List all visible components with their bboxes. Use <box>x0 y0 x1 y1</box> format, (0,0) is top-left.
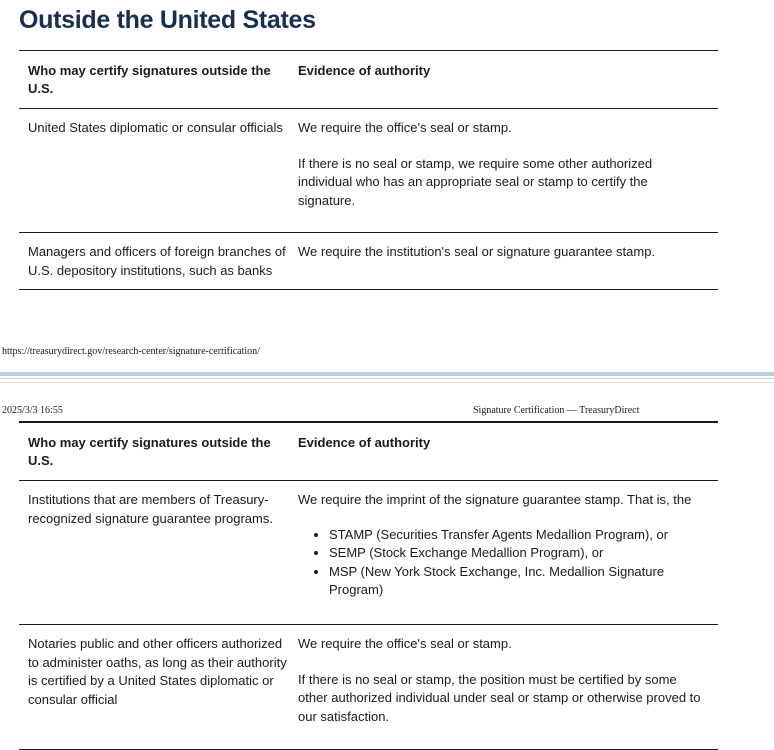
evidence-text: We require the office's seal or stamp. <box>298 636 512 651</box>
who-cell: United States diplomatic or consular officials <box>28 120 283 135</box>
table-row <box>19 625 718 750</box>
evidence-cell <box>298 491 718 624</box>
evidence-text: We require the office's seal or stamp. <box>298 120 512 135</box>
print-footer-url: https://treasurydirect.gov/research-center/signature-certification/ <box>2 346 260 357</box>
page-break-line <box>0 378 774 379</box>
page-break-band <box>0 372 774 376</box>
evidence-text: We require the imprint of the signature guarantee stamp. That is, the <box>298 492 692 507</box>
signature-table-page-2 <box>19 421 718 750</box>
page-break-divider <box>0 372 774 384</box>
evidence-text: We require the institution's seal or signature guarantee stamp. <box>298 244 656 259</box>
evidence-text: If there is no seal or stamp, the position must be certified by some other authorized individual under seal or stamp or otherwise proved to our satisfaction. <box>298 671 701 724</box>
who-cell: Notaries public and other officers authorized to administer oaths, as long as their authority is certified by a United States diplomatic or consular official <box>28 636 287 707</box>
print-header-title: Signature Certification — TreasuryDirect <box>473 405 640 416</box>
column-header-who: Who may certify signatures outside the U.S. <box>28 63 271 96</box>
print-header-date: 2025/3/3 16:55 <box>2 405 63 416</box>
evidence-cell <box>298 119 718 232</box>
list-item: • MSP (New York Stock Exchange, Inc. Medallion Signature Program) <box>329 563 708 600</box>
page-break-line <box>0 382 774 383</box>
who-cell: Institutions that are members of Treasury-recognized signature guarantee programs. <box>28 492 273 526</box>
signature-table-page-1 <box>19 50 718 290</box>
page-title: Outside the United States <box>19 6 316 34</box>
column-header-evidence: Evidence of authority <box>298 435 431 450</box>
table-header-row <box>19 422 718 481</box>
table-row <box>19 481 718 625</box>
evidence-text: If there is no seal or stamp, we require some other authorized individual who has an appropriate seal or stamp to certify the signature. <box>298 155 653 208</box>
column-header-who: Who may certify signatures outside the U.S. <box>28 435 271 468</box>
table-row <box>19 109 718 233</box>
medallion-program-list <box>298 526 708 600</box>
list-item: • SEMP (Stock Exchange Medallion Program), or <box>329 544 708 563</box>
who-cell: Managers and officers of foreign branches of U.S. depository institutions, such as banks <box>28 244 286 278</box>
table-row <box>19 233 718 290</box>
evidence-cell <box>298 635 718 749</box>
table-header-row <box>19 50 718 109</box>
list-item: • STAMP (Securities Transfer Agents Medallion Program), or <box>329 526 708 545</box>
evidence-cell <box>298 243 718 289</box>
column-header-evidence: Evidence of authority <box>298 63 431 78</box>
